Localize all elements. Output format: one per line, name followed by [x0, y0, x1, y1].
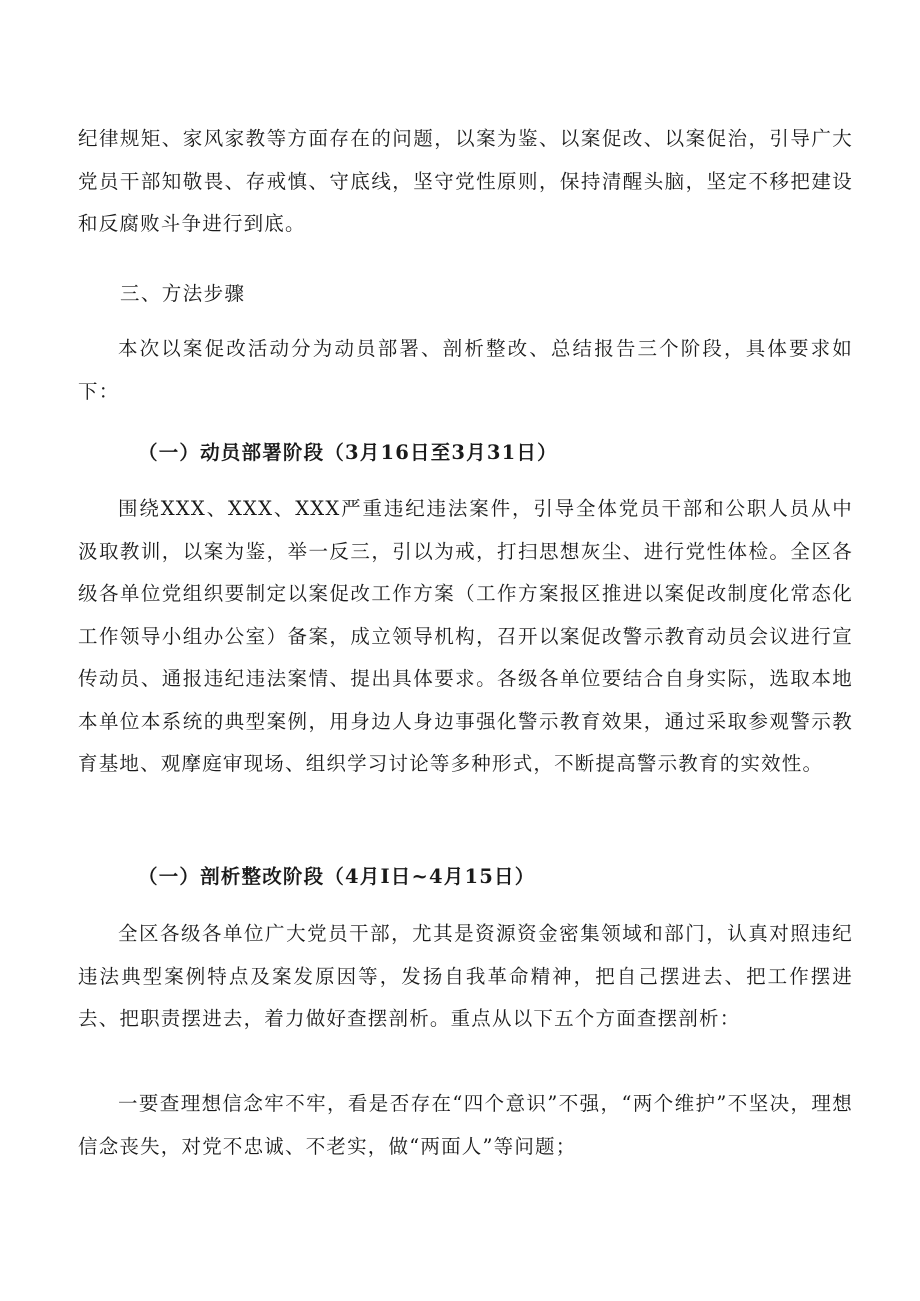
- paragraph-discipline-intro: 纪律规矩、家风家教等方面存在的问题，以案为鉴、以案促改、以案促治，引导广大党员干部知敬畏、存戒慎、守底线，坚守党性原则，保持清醒头脑，坚定不移把建设和反腐败斗争进行到底。: [78, 127, 853, 235]
- section-heading-methods: 三、方法步骤: [120, 282, 246, 305]
- paragraph-stages-overview: 本次以案促改活动分为动员部署、剖析整改、总结报告三个阶段，具体要求如下：: [78, 337, 853, 403]
- subheading-analysis-stage: （一）剖析整改阶段（4月I日~4月15日）: [138, 865, 536, 888]
- paragraph-ideals-check: 一要查理想信念牢不牢，看是否存在“四个意识”不强，“两个维护”不坚决，理想信念丧失，对党不忠诚、不老实，做“两面人”等问题；: [78, 1092, 853, 1158]
- paragraph-analysis-details: 全区各级各单位广大党员干部，尤其是资源资金密集领域和部门，认真对照违纪违法典型案例特点及案发原因等，发扬自我革命精神，把自己摆进去、把工作摆进去、把职责摆进去，着力做好查摆剖析。重点从以下五个方面查摆剖析：: [78, 922, 853, 1030]
- subheading-mobilization-stage: （一）动员部署阶段（3月16日至3月31日）: [138, 441, 558, 464]
- paragraph-mobilization-details: 围绕XXX、XXX、XXX严重违纪违法案件，引导全体党员干部和公职人员从中汲取教训，以案为鉴，举一反三，引以为戒，打扫思想灰尘、进行党性体检。全区各级各单位党组织要制定以案促改工作方案（工作方案报区推进以案促改制度化常态化工作领导小组办公室）备案，成立领导机构，召开以案促改警示教育动员会议进行宣传动员、通报违纪违法案情、提出具体要求。各级各单位要结合自身实际，选取本地本单位本系统的典型案例，用身边人身边事强化警示教育效果，通过采取参观警示教育基地、观摩庭审现场、组织学习讨论等多种形式，不断提高警示教育的实效性。: [78, 497, 853, 775]
